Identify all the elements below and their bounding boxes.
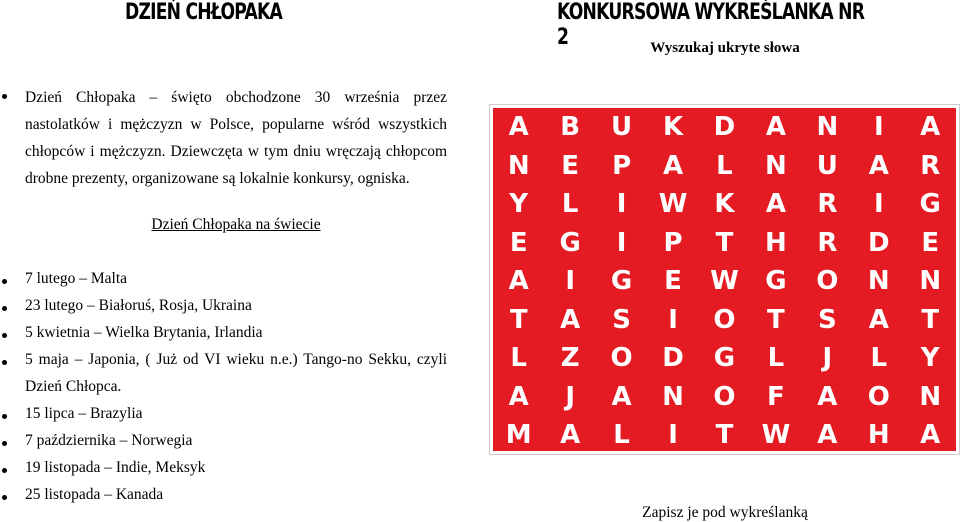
intro-paragraph	[25, 84, 447, 192]
grid-row	[493, 339, 956, 378]
grid-cell[interactable]: S	[817, 304, 837, 335]
grid-cell[interactable]: G	[765, 266, 787, 297]
grid-cell[interactable]: A	[868, 150, 889, 181]
grid-cell[interactable]: W	[761, 420, 791, 451]
list-item: 15 lipca – Brazylia	[25, 405, 143, 422]
grid-row	[493, 108, 956, 147]
grid-cell[interactable]: N	[919, 381, 942, 412]
grid-cell[interactable]: A	[765, 112, 786, 143]
list-item: 23 lutego – Białoruś, Rosja, Ukraina	[25, 297, 252, 314]
grid-cell[interactable]: A	[662, 150, 684, 181]
bullet-icon	[2, 468, 7, 473]
grid-cell[interactable]: T	[767, 304, 785, 335]
grid-cell[interactable]: H	[765, 227, 787, 258]
grid-cell[interactable]: L	[561, 189, 579, 220]
grid-cell[interactable]: K	[662, 112, 684, 143]
grid-cell[interactable]: E	[561, 150, 580, 181]
grid-cell[interactable]: L	[716, 150, 733, 181]
grid-cell[interactable]: A	[508, 112, 529, 143]
bullet-icon	[2, 360, 7, 365]
grid-cell[interactable]: N	[765, 150, 787, 181]
left-title: DZIEŃ CHŁOPAKA	[125, 0, 283, 25]
grid-cell[interactable]: D	[662, 343, 684, 374]
grid-cell[interactable]: A	[920, 112, 941, 143]
grid-cell[interactable]: A	[560, 304, 581, 335]
word-search-grid	[490, 105, 959, 454]
intro-line: chłopców i mężczyzn. Dziewczęta w tym dniu wręczają chłopcom	[25, 143, 447, 160]
list-item: 7 października – Norwegia	[25, 432, 193, 449]
bullet-icon	[2, 414, 7, 419]
grid-cell[interactable]: M	[505, 420, 532, 451]
grid-cell[interactable]: Z	[560, 343, 580, 374]
grid-cell[interactable]: A	[508, 266, 529, 297]
grid-cell[interactable]: W	[658, 189, 688, 220]
grid-cell[interactable]: O	[610, 343, 633, 374]
grid-cell[interactable]: L	[510, 343, 527, 374]
grid-row	[493, 185, 956, 224]
grid-cell[interactable]: O	[816, 266, 839, 297]
bullet-icon	[2, 495, 7, 500]
grid-cell[interactable]: H	[867, 420, 890, 451]
grid-cell[interactable]: F	[767, 381, 785, 412]
grid-row	[493, 147, 956, 186]
grid-cell[interactable]: L	[767, 343, 785, 374]
grid-row	[493, 416, 956, 455]
grid-cell[interactable]: N	[919, 266, 942, 297]
bullet-icon	[2, 94, 7, 99]
grid-cell[interactable]: U	[816, 150, 838, 181]
world-heading: Dzień Chłopaka na świecie	[151, 216, 321, 233]
grid-cell[interactable]: A	[817, 420, 838, 451]
grid-cell[interactable]: A	[817, 381, 838, 412]
grid-cell[interactable]: J	[565, 381, 575, 412]
grid-row	[493, 301, 956, 340]
grid-cell[interactable]: T	[509, 304, 528, 335]
grid-cell[interactable]: N	[662, 381, 684, 412]
list-item: 5 kwietnia – Wielka Brytania, Irlandia	[25, 324, 263, 341]
grid-cell[interactable]: O	[867, 381, 890, 412]
grid-cell[interactable]: J	[822, 343, 833, 374]
grid-cell[interactable]: I	[565, 266, 575, 297]
grid-cell[interactable]: N	[507, 150, 530, 181]
intro-line: nastolatków i mężczyzn w Polsce, popularne wśród wszystkich	[25, 116, 447, 133]
grid-row	[493, 262, 956, 301]
grid-cell[interactable]: R	[817, 189, 838, 220]
grid-cell[interactable]: I	[616, 227, 627, 258]
grid-cell[interactable]: I	[873, 112, 884, 143]
list-item: 19 listopada – Indie, Meksyk	[25, 459, 206, 476]
grid-cell[interactable]: D	[867, 227, 890, 258]
puzzle-subtitle: Wyszukaj ukryte słowa	[650, 40, 800, 56]
list-item: Dzień Chłopca.	[25, 378, 122, 395]
grid-cell[interactable]: O	[713, 304, 736, 335]
grid-cell[interactable]: I	[616, 189, 627, 220]
grid-cell[interactable]: G	[559, 227, 581, 258]
grid-cell[interactable]: I	[668, 420, 678, 451]
grid-cell[interactable]: T	[715, 227, 734, 258]
grid-cell[interactable]: A	[611, 381, 632, 412]
grid-cell[interactable]: A	[920, 420, 941, 451]
grid-cell[interactable]: K	[714, 189, 735, 220]
grid-cell[interactable]: D	[713, 112, 736, 143]
grid-row	[493, 378, 956, 417]
list-item: 25 listopada – Kanada	[25, 486, 164, 503]
grid-cell[interactable]: P	[612, 150, 632, 181]
grid-cell[interactable]: L	[613, 420, 630, 451]
grid-cell[interactable]: B	[560, 112, 581, 143]
grid-cell[interactable]: S	[612, 304, 631, 335]
bullet-icon	[2, 279, 7, 284]
grid-cell[interactable]: O	[713, 381, 736, 412]
grid-cell[interactable]: L	[870, 343, 888, 374]
list-item: 7 lutego – Malta	[25, 270, 128, 287]
grid-cell[interactable]: N	[867, 266, 890, 297]
grid-cell[interactable]: A	[508, 381, 529, 412]
grid-cell[interactable]: A	[560, 420, 581, 451]
grid-cell[interactable]: G	[610, 266, 633, 297]
grid-cell[interactable]: A	[765, 189, 786, 220]
intro-line: drobne prezenty, organizowane są lokalnie konkursy, ogniska.	[25, 170, 410, 187]
grid-cell[interactable]: E	[664, 266, 682, 297]
grid-cell[interactable]: Y	[509, 189, 529, 220]
footer-instruction: Zapisz je pod wykreślanką	[642, 504, 808, 521]
grid-cell[interactable]: Y	[920, 343, 940, 374]
grid-cell[interactable]: I	[668, 304, 678, 335]
grid-cell[interactable]: R	[920, 150, 941, 181]
grid-cell[interactable]: U	[611, 112, 633, 143]
bullet-icon	[2, 306, 7, 311]
grid-cell[interactable]: T	[715, 420, 734, 451]
grid-cell[interactable]: E	[509, 227, 528, 258]
grid-cell[interactable]: A	[868, 304, 889, 335]
intro-line: Dzień Chłopaka – święto obchodzone 30 września przez	[25, 89, 447, 106]
grid-cell[interactable]: W	[710, 266, 739, 297]
grid-cell[interactable]: R	[817, 227, 838, 258]
grid-cell[interactable]: N	[816, 112, 839, 143]
grid-cell[interactable]: G	[919, 189, 941, 220]
grid-cell[interactable]: E	[921, 227, 940, 258]
bullet-icon	[2, 441, 7, 446]
list-item: 5 maja – Japonia, ( Już od VI wieku n.e.) Tango-no Sekku, czyli	[25, 351, 447, 368]
bullet-icon	[2, 333, 7, 338]
right-title: KONKURSOWA WYKREŚLANKA NR 2	[557, 0, 865, 50]
grid-cell[interactable]: T	[921, 304, 940, 335]
grid-cell[interactable]: P	[663, 227, 683, 258]
grid-cell[interactable]: G	[713, 343, 736, 374]
grid-cell[interactable]: I	[873, 189, 884, 220]
grid-row	[493, 224, 956, 263]
